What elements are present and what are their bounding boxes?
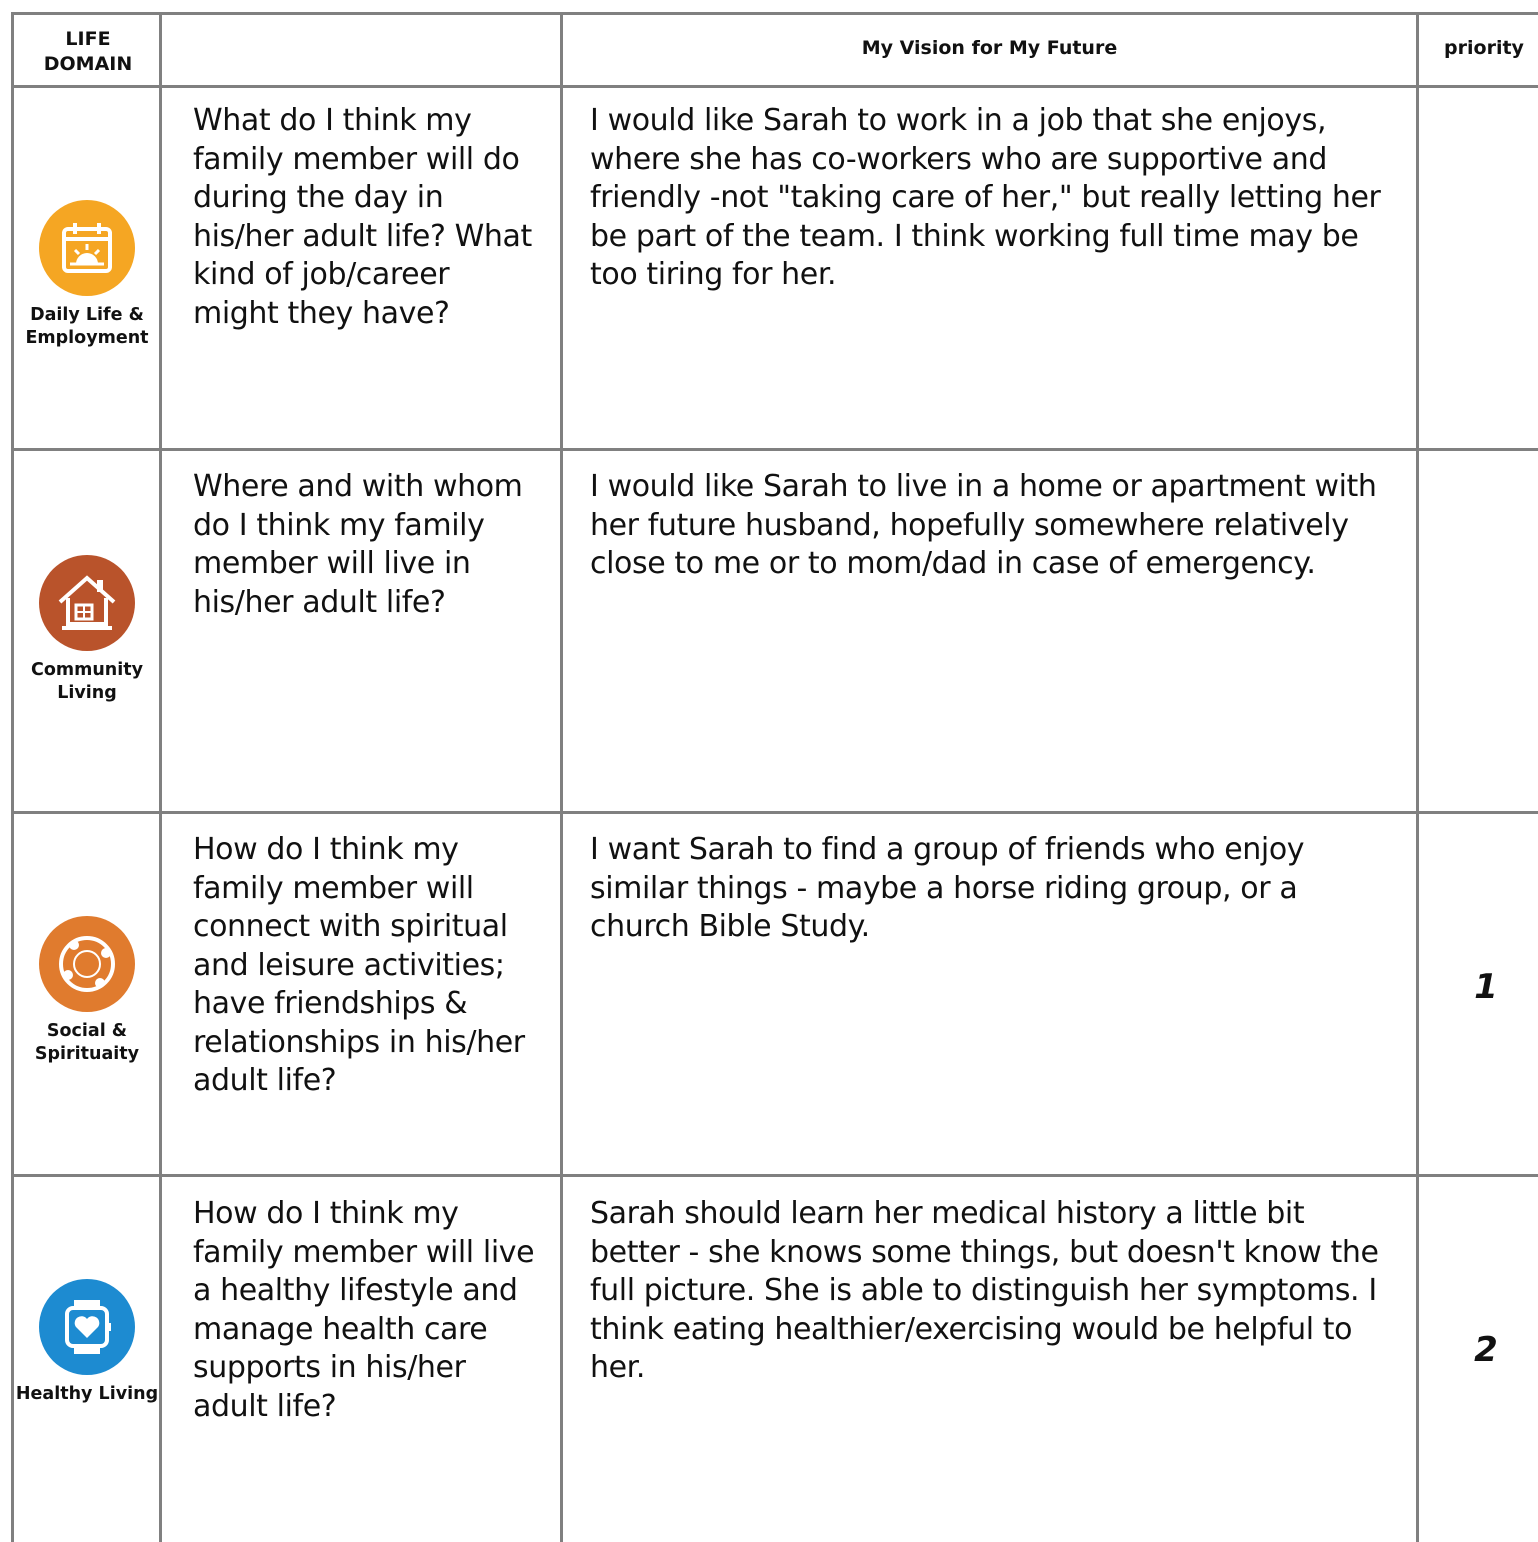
- domain-daily-life: [14, 200, 160, 350]
- domain-label: Community Living: [30, 660, 144, 703]
- house-icon: [39, 555, 135, 651]
- question-text: How do I think my family member will connect with spiritual and leisure activities; have friendships & relationships in his/her adult life?: [193, 832, 525, 1098]
- header-priority: priority: [1444, 37, 1524, 59]
- column-divider: [1416, 15, 1419, 1542]
- domain-label: Daily Life & Employment: [25, 305, 149, 348]
- vision-text: I would like Sarah to work in a job that she enjoys, where she has co-workers who are supportive and friendly -not "taking care of her," but really letting her be part of the team. I think working full time may be too tiring for her.: [590, 103, 1381, 292]
- vision-table: [11, 12, 1538, 1542]
- calendar-sun-icon: [39, 200, 135, 296]
- vision-text: I want Sarah to find a group of friends who enjoy similar things - maybe a horse riding group, or a church Bible Study.: [590, 832, 1305, 944]
- row-divider: [14, 811, 1538, 814]
- row-divider: [14, 448, 1538, 451]
- domain-label: Healthy Living: [15, 1384, 159, 1404]
- header-vision: My Vision for My Future: [861, 37, 1118, 59]
- column-divider: [560, 15, 563, 1542]
- heart-watch-icon: [39, 1279, 135, 1375]
- vision-text: I would like Sarah to live in a home or apartment with her future husband, hopefully somewhere relatively close to me or to mom/dad in case of emergency.: [590, 469, 1377, 581]
- domain-community-living: [14, 555, 160, 705]
- domain-healthy-living: [14, 1279, 160, 1406]
- priority-value: 2: [1474, 1330, 1498, 1370]
- vision-text: Sarah should learn her medical history a little bit better - she knows some things, but doesn't know the full picture. She is able to distinguish her symptoms. I think eating healthier/exercising would be helpful to her.: [590, 1196, 1379, 1385]
- row-divider: [14, 1174, 1538, 1177]
- priority-value: 1: [1474, 967, 1498, 1007]
- question-text: Where and with whom do I think my family member will live in his/her adult life?: [193, 469, 523, 620]
- header-life-domain: LIFE DOMAIN: [43, 28, 133, 75]
- question-text: How do I think my family member will live a healthy lifestyle and manage health care supports in his/her adult life?: [193, 1196, 535, 1424]
- people-circle-icon: [39, 916, 135, 1012]
- row-divider: [14, 85, 1538, 88]
- domain-social-spirituality: [14, 916, 160, 1066]
- question-text: What do I think my family member will do during the day in his/her adult life? What kind of job/career might they have?: [193, 103, 532, 331]
- domain-label: Social & Spirituaity: [34, 1021, 140, 1064]
